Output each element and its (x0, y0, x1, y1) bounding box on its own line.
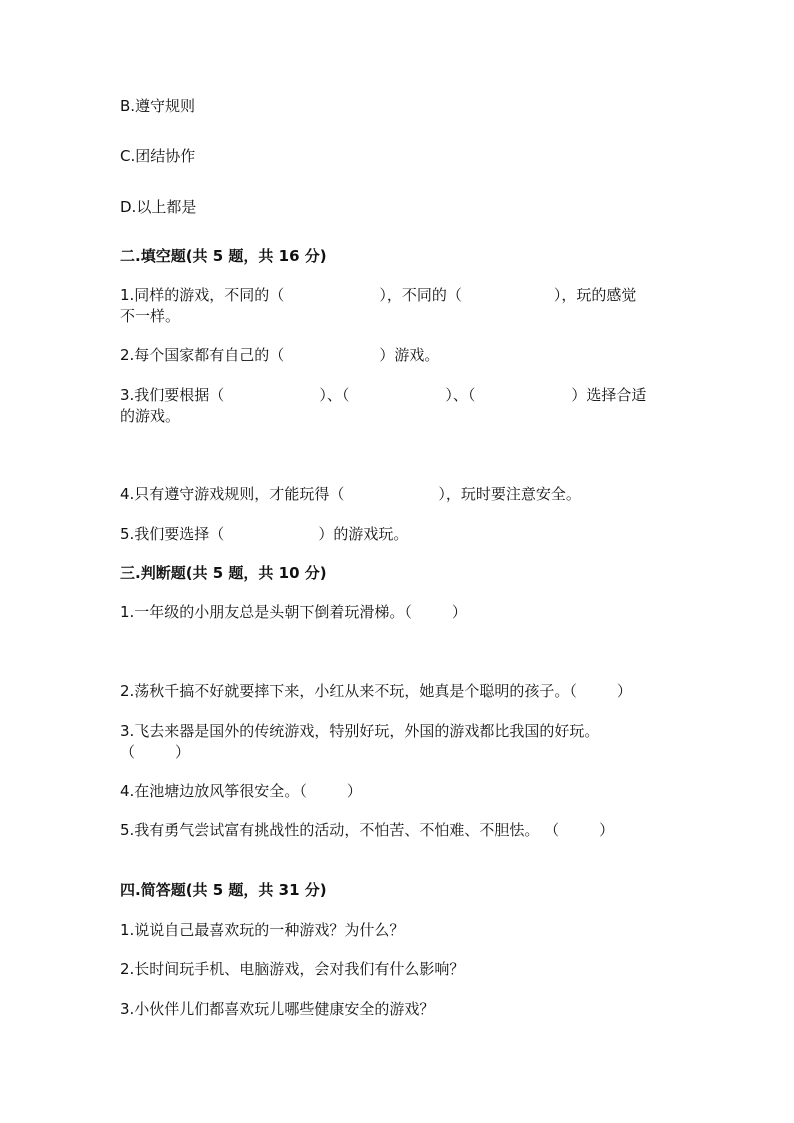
judge-q3-line2: （ ） (120, 743, 191, 761)
judge-q3-line1: 3.飞去来器是国外的传统游戏，特别好玩，外国的游戏都比我国的好玩。 (120, 722, 600, 740)
judge-q5: 5.我有勇气尝试富有挑战性的活动，不怕苦、不怕难、不胆怯。 （ ） (120, 821, 615, 839)
short-q3: 3.小伙伴儿们都喜欢玩儿哪些健康安全的游戏？ (120, 1000, 435, 1018)
option-c: C.团结协作 (120, 147, 196, 165)
fill-q5: 5.我们要选择（ ）的游戏玩。 (120, 525, 409, 543)
judge-q4: 4.在池塘边放风筝很安全。（ ） (120, 782, 362, 800)
section-judge-title: 三.判断题(共 5 题，共 10 分) (120, 564, 327, 582)
fill-q2: 2.每个国家都有自己的（ ）游戏。 (120, 346, 440, 364)
fill-q3-line1: 3.我们要根据（ ）、（ ）、（ ）选择合适 (120, 386, 647, 404)
short-q2: 2.长时间玩手机、电脑游戏，会对我们有什么影响？ (120, 960, 465, 978)
section-fill-title: 二.填空题(共 5 题，共 16 分) (120, 247, 327, 265)
fill-q4: 4.只有遵守游戏规则，才能玩得（ ），玩时要注意安全。 (120, 485, 581, 503)
section-short-title: 四.简答题(共 5 题，共 31 分) (120, 881, 327, 899)
fill-q3-line2: 的游戏。 (120, 407, 181, 425)
fill-q1-line1: 1.同样的游戏，不同的（ ），不同的（ ），玩的感觉 (120, 286, 637, 304)
judge-q1: 1.一年级的小朋友总是头朝下倒着玩滑梯。（ ） (120, 603, 467, 621)
option-d: D.以上都是 (120, 198, 197, 216)
short-q1: 1.说说自己最喜欢玩的一种游戏？为什么？ (120, 921, 405, 939)
judge-q2: 2.荡秋千搞不好就要摔下来，小红从来不玩，她真是个聪明的孩子。（ ） (120, 682, 632, 700)
fill-q1-line2: 不一样。 (120, 307, 181, 325)
option-b: B.遵守规则 (120, 97, 196, 115)
